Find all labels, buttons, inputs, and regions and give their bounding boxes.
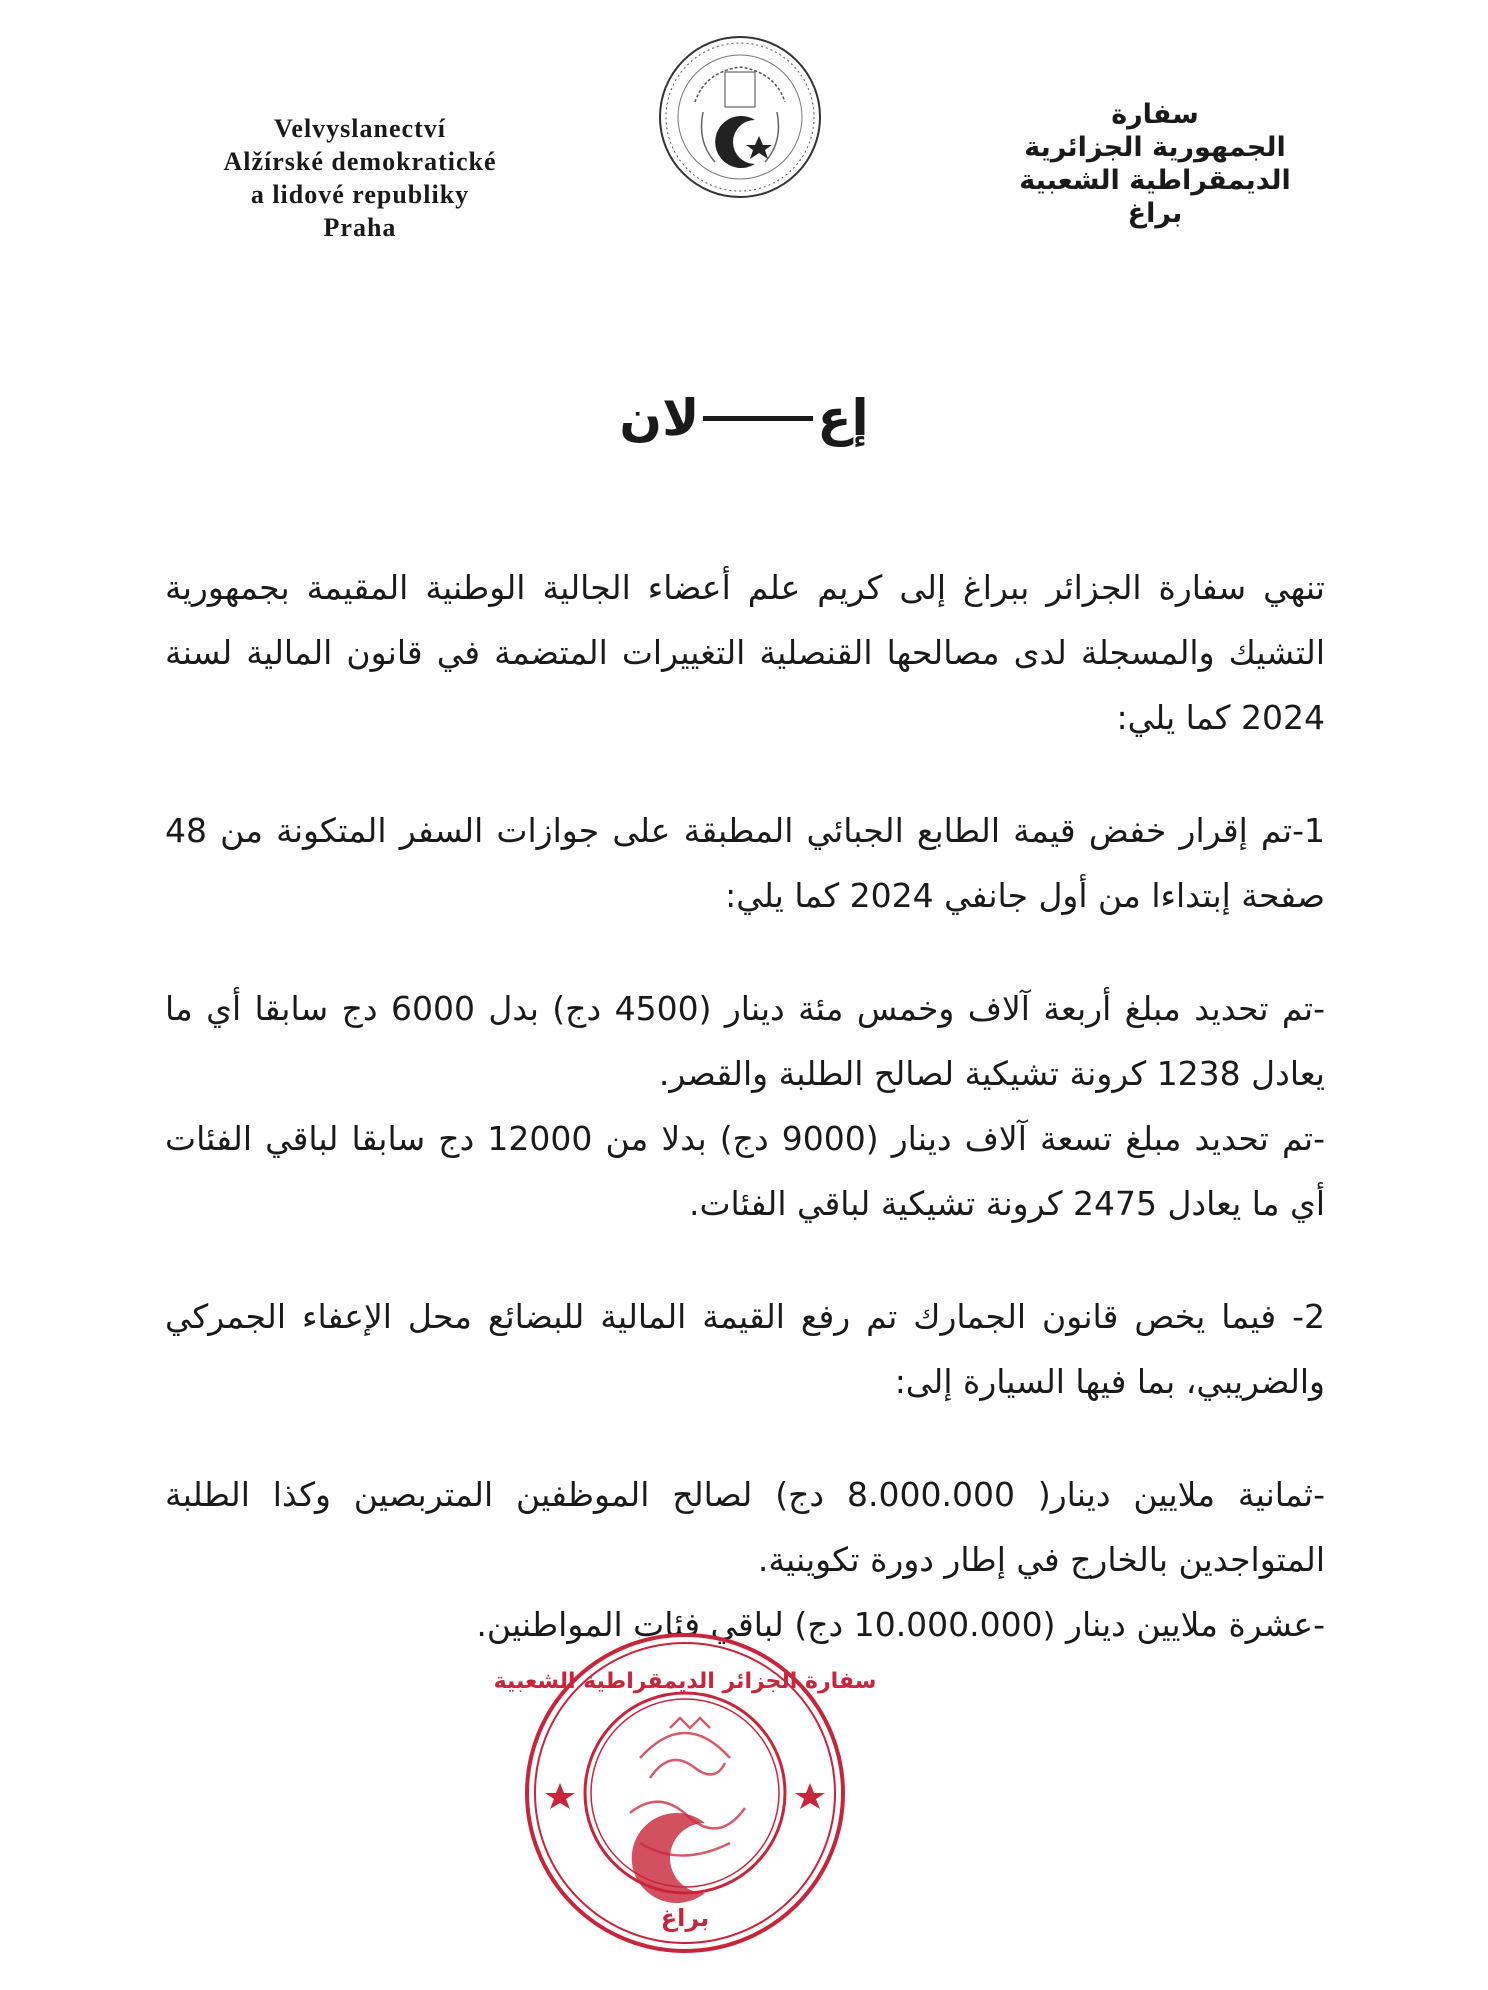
header-latin-line-1: Velvyslanectví <box>274 114 446 143</box>
title-tatweel <box>703 416 813 421</box>
title-part-start: إع <box>817 389 869 447</box>
item-2-paragraph: 2- فيما يخص قانون الجمارك تم رفع القيمة المالية للبضائع محل الإعفاء الجمركي والضريبي، بما فيها السيارة إلى: <box>165 1297 1325 1401</box>
intro-paragraph: تنهي سفارة الجزائر ببراغ إلى كريم علم أعضاء الجالية الوطنية المقيمة بجمهورية التشيك والمسجلة لدى مصالحها القنصلية التغييرات المتضمة في قانون المالية لسنة 2024 كما يلي: <box>165 568 1325 737</box>
header-latin-address <box>150 112 570 244</box>
header-latin-line-4: Praha <box>323 213 397 242</box>
header-latin-line-3: a lidové republiky <box>250 180 470 209</box>
header-arabic-line-2: الجمهورية الجزائرية <box>1024 132 1286 163</box>
header-arabic-line-3: الديمقراطية الشعبية <box>1019 165 1291 196</box>
item-1b-paragraph: -تم تحديد مبلغ تسعة آلاف دينار (9000 دج) بدلا من 12000 دج سابقا لباقي الفئات أي ما يعادل 2475 كرونة تشيكية لباقي الفئات. <box>165 1119 1325 1223</box>
seal-bottom-text: براغ <box>660 1904 710 1932</box>
item-1-paragraph: 1-تم إقرار خفض قيمة الطابع الجبائي المطبقة على جوازات السفر المتكونة من 48 صفحة إبتداءا من أول جانفي 2024 كما يلي: <box>165 811 1325 915</box>
embassy-seal-stamp <box>493 1628 877 1958</box>
header-arabic-address <box>990 98 1320 230</box>
seal-ring-text: سفارة الجزائر الديمقراطية الشعبية <box>493 1669 877 1694</box>
header-arabic-line-1: سفارة <box>1111 99 1199 130</box>
page-title <box>0 388 1488 448</box>
title-part-end: لان <box>619 389 700 447</box>
item-2a-paragraph: -ثمانية ملايين دينار( 8.000.000 دج) لصالح الموظفين المتربصين وكذا الطلبة المتواجدين بالخارج في إطار دورة تكوينية. <box>165 1475 1325 1579</box>
algeria-coat-of-arms-icon <box>655 32 825 202</box>
announcement-body <box>165 555 1325 1657</box>
header-latin-line-2: Alžírské demokratické <box>223 147 497 176</box>
header-arabic-line-4: براغ <box>1127 198 1183 229</box>
item-2b-paragraph: -عشرة ملايين دينار (10.000.000 دج) لباقي فئات المواطنين. <box>476 1605 1325 1644</box>
item-1a-paragraph: -تم تحديد مبلغ أربعة آلاف وخمس مئة دينار (4500 دج) بدل 6000 دج سابقا أي ما يعادل 1238 كرونة تشيكية لصالح الطلبة والقصر. <box>165 989 1325 1093</box>
